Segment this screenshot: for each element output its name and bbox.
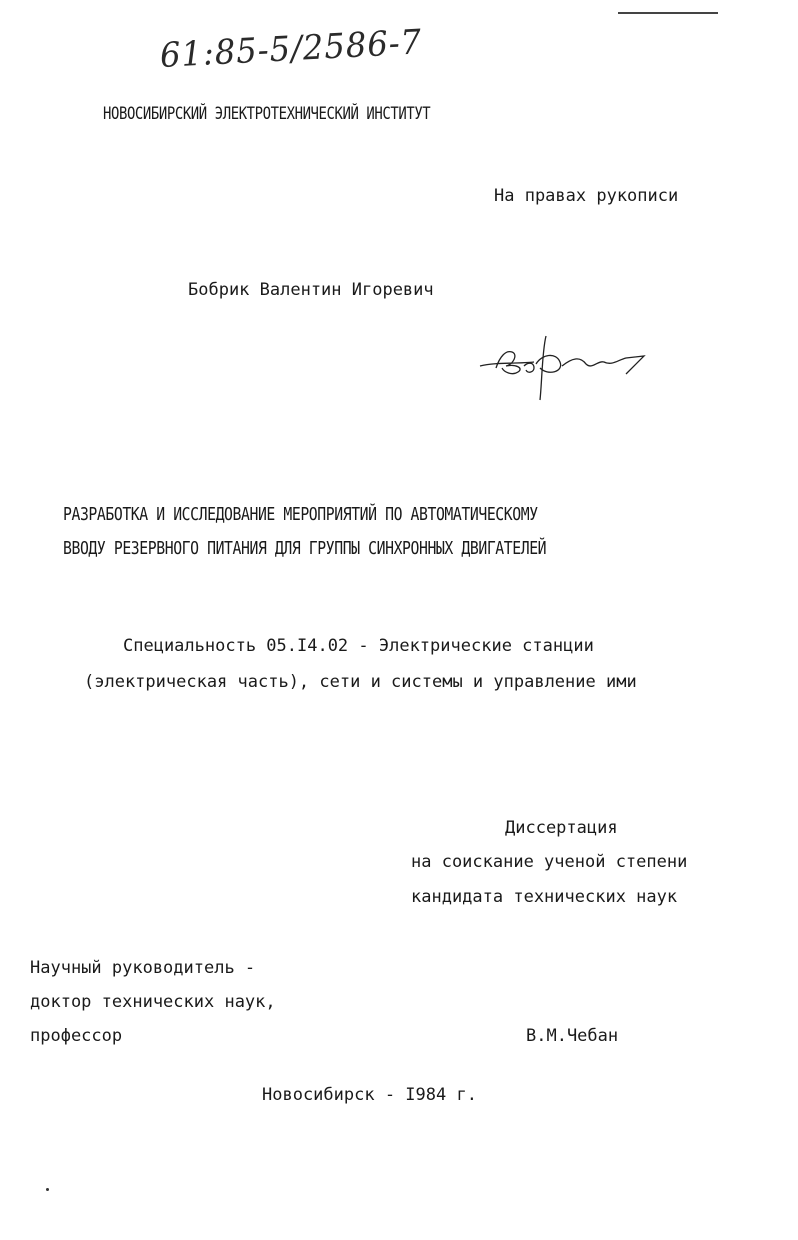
archive-code-handwritten: 61:85-5/2586-7 (158, 22, 424, 76)
supervisor-title-line-2: доктор технических наук, (30, 992, 276, 1012)
author-signature (476, 322, 656, 402)
specialty-line-2: (электрическая часть), сети и системы и управление ими (84, 672, 637, 692)
top-rule-line (618, 12, 718, 14)
place-year: Новосибирск - I984 г. (262, 1085, 477, 1105)
institute-name: НОВОСИБИРСКИЙ ЭЛЕКТРОТЕХНИЧЕСКИЙ ИНСТИТУТ (103, 104, 431, 124)
title-line-1: РАЗРАБОТКА И ИССЛЕДОВАНИЕ МЕРОПРИЯТИЙ ПО АВТОМАТИЧЕСКОМУ (63, 504, 538, 525)
supervisor-title-line-1: Научный руководитель - (30, 958, 256, 978)
dissertation-degree-line: на соискание ученой степени (411, 852, 688, 872)
manuscript-rights-label: На правах рукописи (494, 186, 679, 206)
title-line-2: ВВОДУ РЕЗЕРВНОГО ПИТАНИЯ ДЛЯ ГРУППЫ СИНХРОННЫХ ДВИГАТЕЛЕЙ (63, 538, 547, 559)
author-name: Бобрик Валентин Игоревич (188, 280, 434, 300)
dissertation-field-line: кандидата технических наук (411, 887, 678, 907)
dissertation-label: Диссертация (505, 818, 618, 838)
specialty-line-1: Специальность 05.I4.02 - Электрические станции (123, 636, 594, 656)
supervisor-name: В.М.Чебан (526, 1026, 619, 1046)
supervisor-title-line-3: профессор (30, 1026, 123, 1046)
scan-speck (46, 1188, 49, 1191)
